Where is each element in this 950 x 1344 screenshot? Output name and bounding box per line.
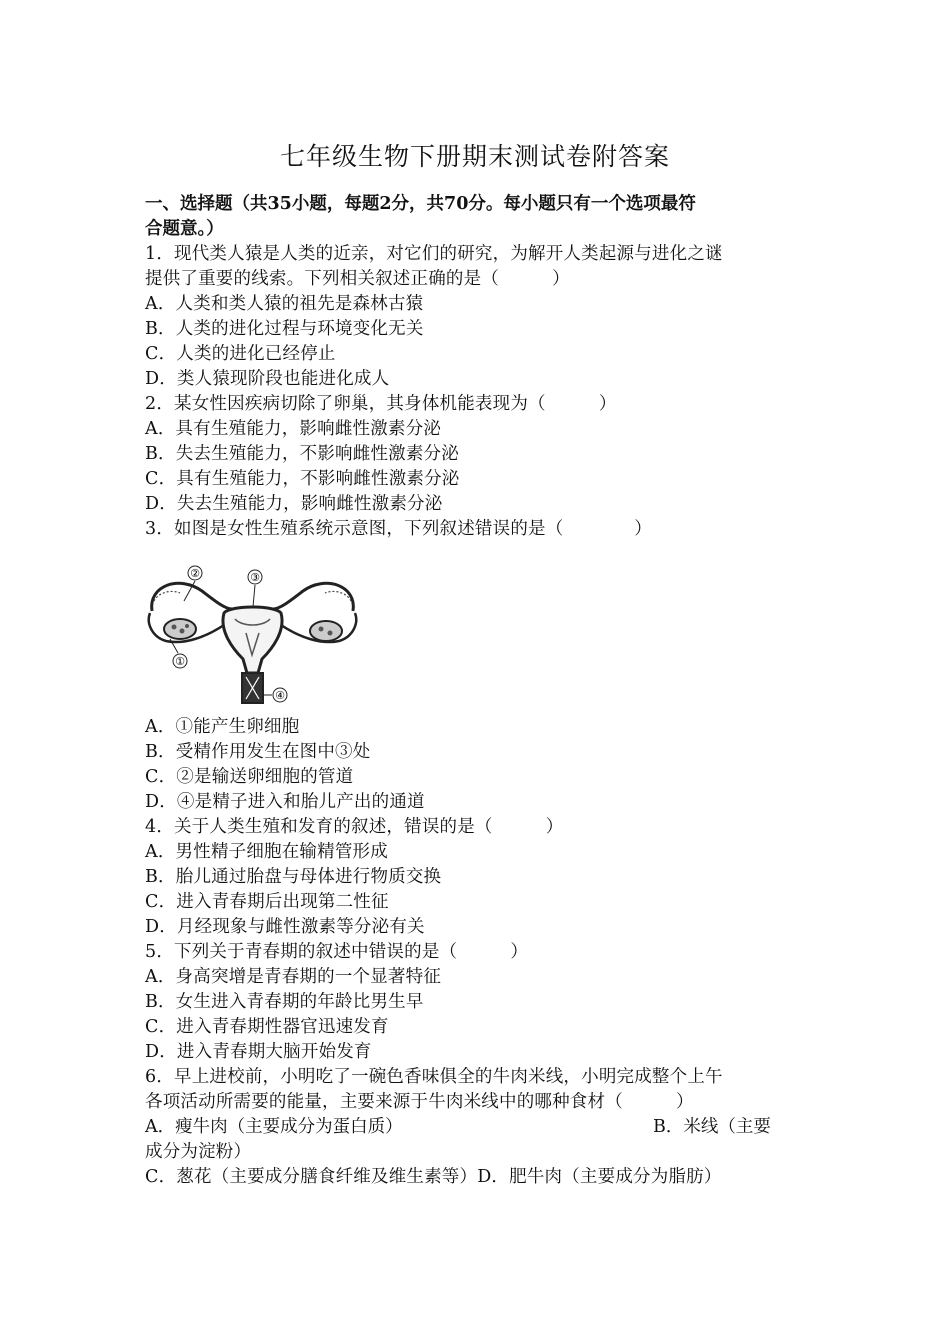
page-title: 七年级生物下册期末测试卷附答案 bbox=[279, 142, 670, 171]
section-heading bbox=[145, 192, 795, 242]
section-heading-line2: 合题意。） bbox=[145, 219, 224, 239]
q2-option-b: B．失去生殖能力，不影响雌性激素分泌 bbox=[145, 444, 459, 464]
q3-stem: 3．如图是女性生殖系统示意图，下列叙述错误的是（ ） bbox=[145, 519, 652, 539]
q1-stem-line2: 提供了重要的线索。下列相关叙述正确的是（ ） bbox=[145, 269, 570, 289]
label-3: ③ bbox=[250, 571, 260, 584]
q6-stem-line1: 6．早上进校前，小明吃了一碗色香味俱全的牛肉米线，小明完成整个上午 bbox=[145, 1067, 723, 1087]
q6-stem-line2: 各项活动所需要的能量，主要来源于牛肉米线中的哪种食材（ ） bbox=[145, 1092, 694, 1112]
q1-option-c: C．人类的进化已经停止 bbox=[145, 344, 336, 364]
q4-option-a: A．男性精子细胞在输精管形成 bbox=[145, 842, 388, 862]
q2-option-d: D．失去生殖能力，影响雌性激素分泌 bbox=[145, 494, 443, 514]
q3-option-b: B．受精作用发生在图中③处 bbox=[145, 742, 371, 762]
female-reproductive-system-diagram bbox=[140, 563, 365, 713]
q6-option-b-part2: 成分为淀粉） bbox=[145, 1142, 252, 1162]
q3-option-a: A．①能产生卵细胞 bbox=[145, 717, 300, 737]
q2-option-c: C．具有生殖能力，不影响雌性激素分泌 bbox=[145, 469, 460, 489]
q6-option-b-part1: B．米线（主要 bbox=[653, 1117, 771, 1137]
q1-option-b: B．人类的进化过程与环境变化无关 bbox=[145, 319, 424, 339]
q4-option-d: D．月经现象与雌性激素等分泌有关 bbox=[145, 917, 425, 937]
q2-stem: 2．某女性因疾病切除了卵巢，其身体机能表现为（ ） bbox=[145, 394, 617, 414]
q5-option-c: C．进入青春期性器官迅速发育 bbox=[145, 1017, 389, 1037]
q6-options-row1 bbox=[145, 1115, 800, 1140]
section-heading-line1: 一、选择题（共35小题，每题2分，共70分。每小题只有一个选项最符 bbox=[145, 194, 696, 214]
q3-option-d: D．④是精子进入和胎儿产出的通道 bbox=[145, 792, 425, 812]
q6-options-c-d: C．葱花（主要成分膳食纤维及维生素等）D．肥牛肉（主要成分为脂肪） bbox=[145, 1167, 722, 1187]
q3-option-c: C．②是输送卵细胞的管道 bbox=[145, 767, 354, 787]
left-ovary bbox=[164, 619, 196, 639]
q1-stem-line1: 1．现代类人猿是人类的近亲，对它们的研究，为解开人类起源与进化之谜 bbox=[145, 244, 723, 264]
q5-option-d: D．进入青春期大脑开始发育 bbox=[145, 1042, 372, 1062]
q5-option-a: A．身高突增是青春期的一个显著特征 bbox=[145, 967, 442, 987]
q4-stem: 4．关于人类生殖和发育的叙述，错误的是（ ） bbox=[145, 817, 564, 837]
label-4: ④ bbox=[275, 689, 285, 702]
label-1: ① bbox=[175, 655, 185, 668]
q6-option-a: A．瘦牛肉（主要成分为蛋白质） bbox=[145, 1117, 403, 1137]
q1-option-d: D．类人猿现阶段也能进化成人 bbox=[145, 369, 390, 389]
q5-stem: 5．下列关于青春期的叙述中错误的是（ ） bbox=[145, 942, 529, 962]
label-2: ② bbox=[190, 567, 200, 580]
q5-option-b: B．女生进入青春期的年龄比男生早 bbox=[145, 992, 424, 1012]
uterus bbox=[223, 607, 282, 673]
q4-option-c: C．进入青春期后出现第二性征 bbox=[145, 892, 389, 912]
q1-option-a: A．人类和类人猿的祖先是森林古猿 bbox=[145, 294, 424, 314]
q4-option-b: B．胎儿通过胎盘与母体进行物质交换 bbox=[145, 867, 442, 887]
right-ovary bbox=[310, 621, 342, 641]
q2-option-a: A．具有生殖能力，影响雌性激素分泌 bbox=[145, 419, 442, 439]
